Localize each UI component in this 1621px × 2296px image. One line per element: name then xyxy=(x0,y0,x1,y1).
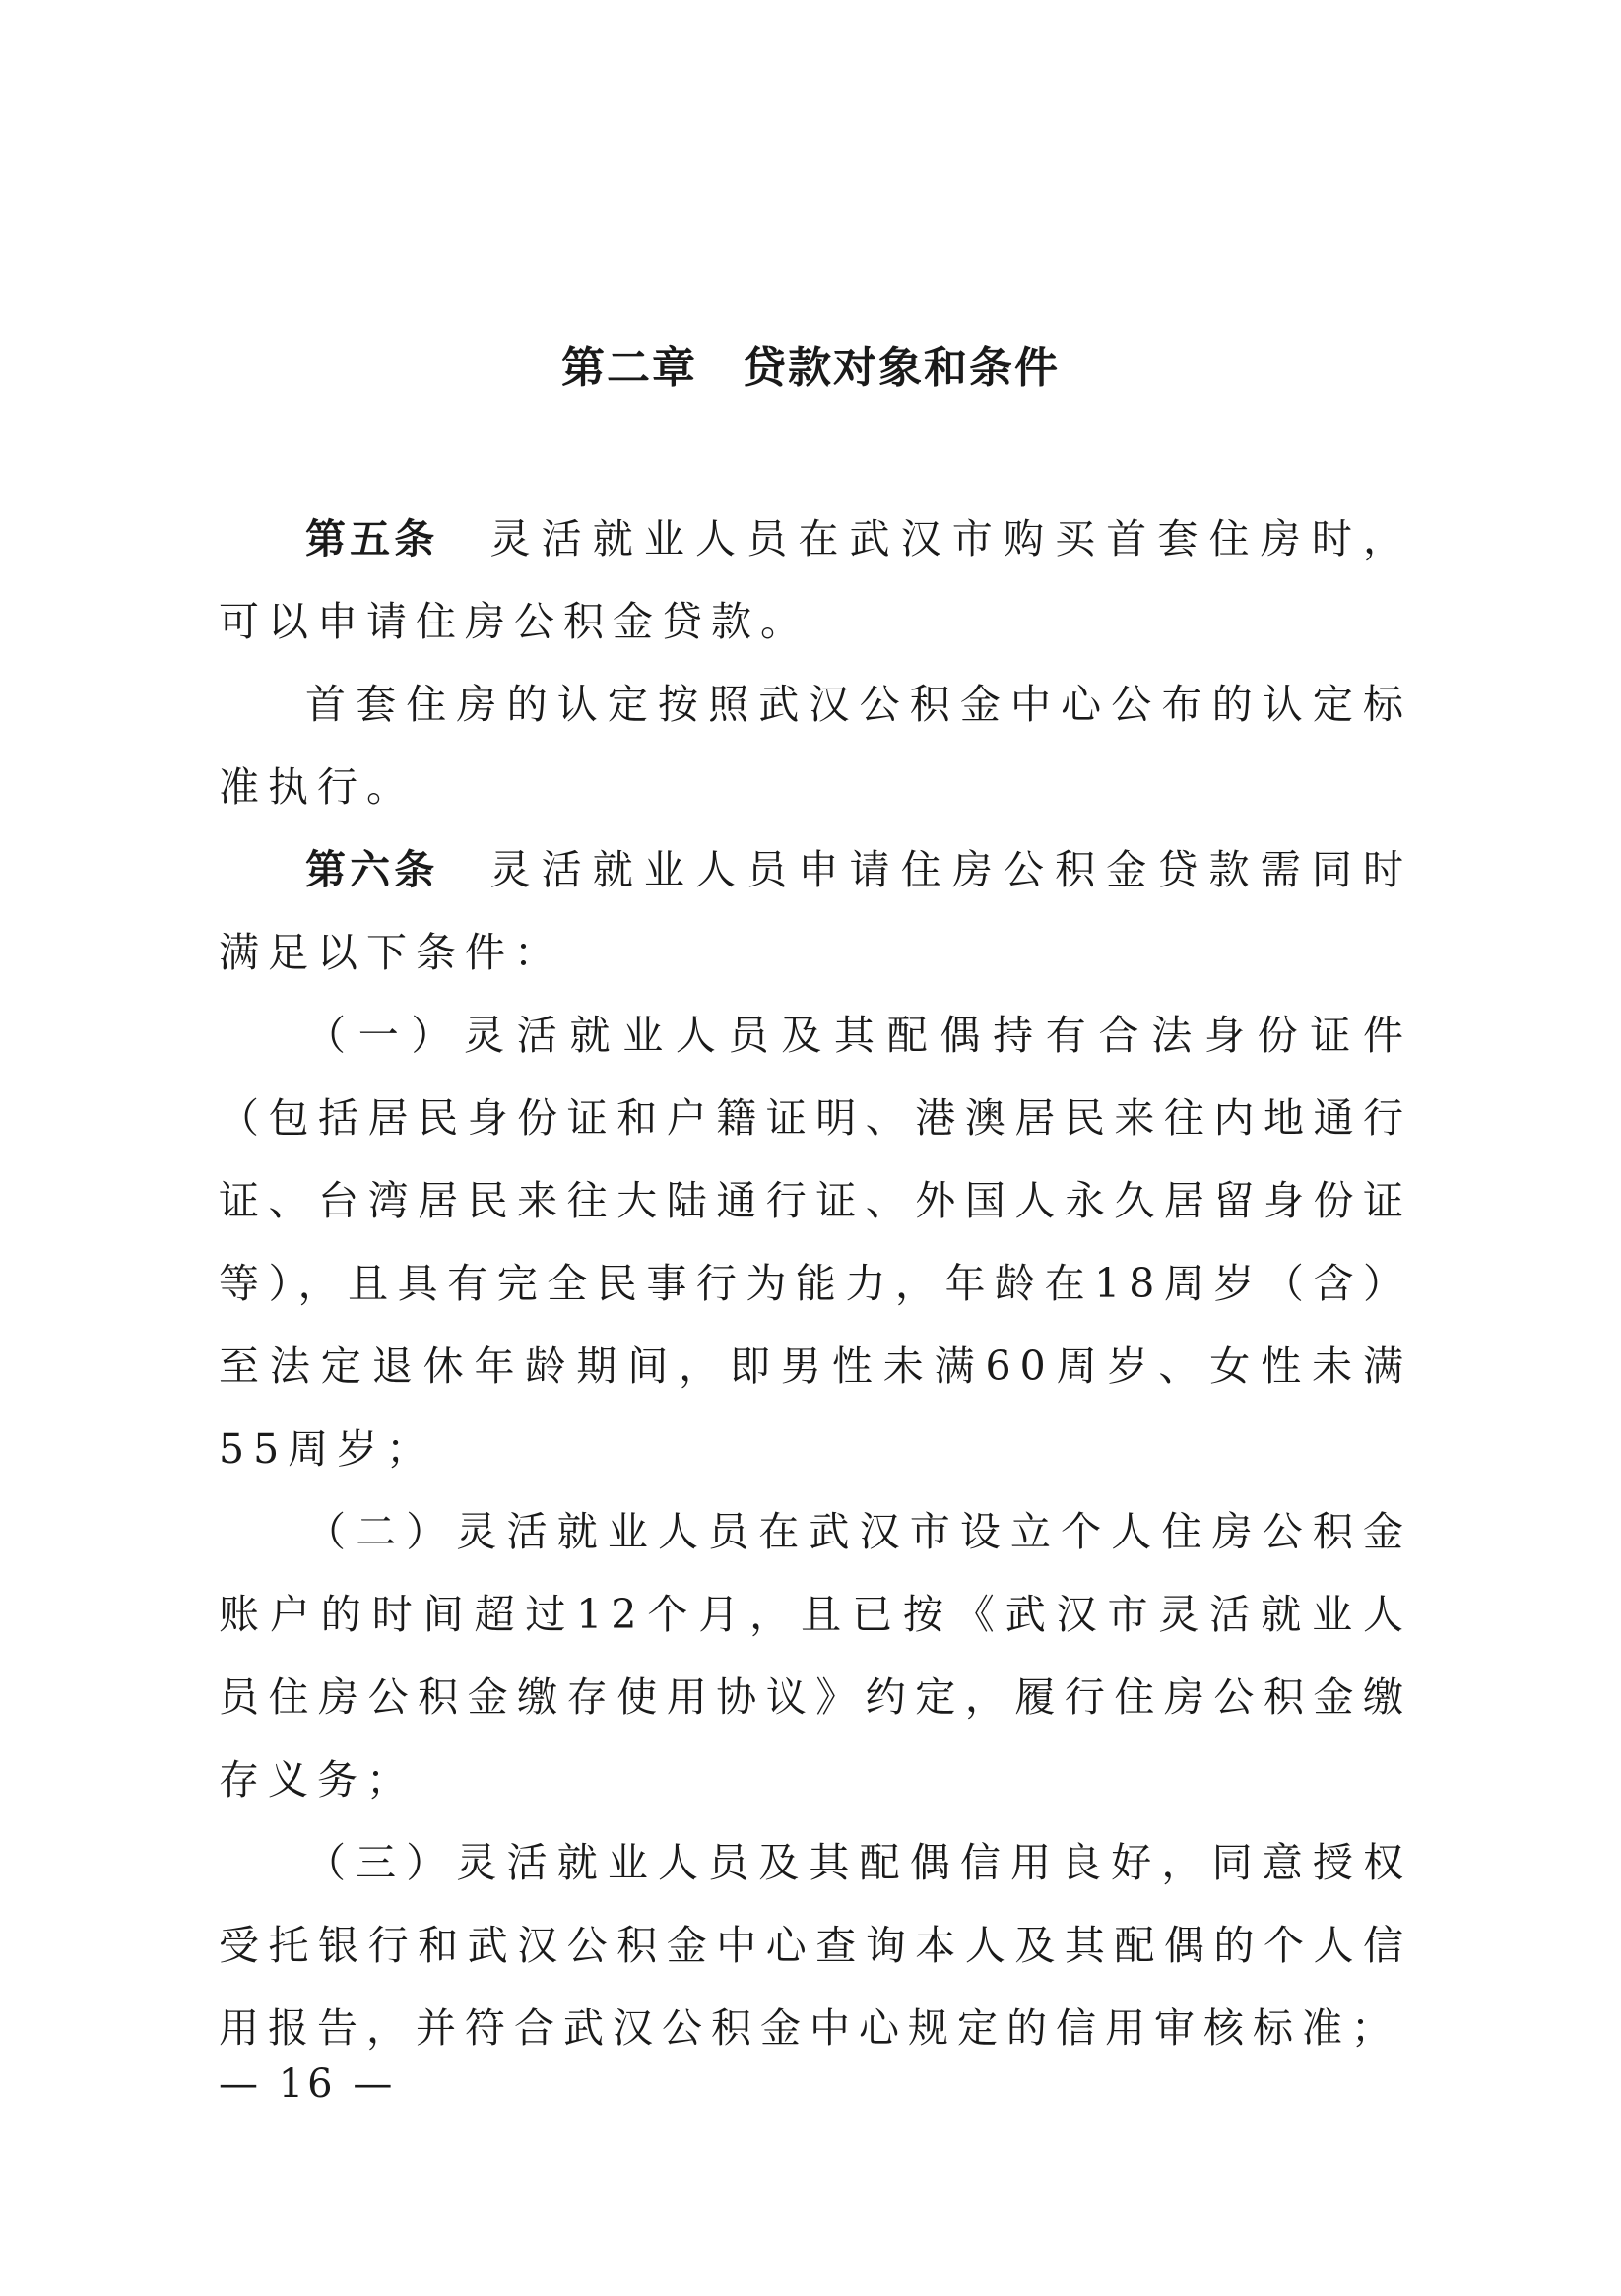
condition-item-2: （二）灵活就业人员在武汉市设立个人住房公积金账户的时间超过12个月，且已按《武汉市灵活就业人员住房公积金缴存使用协议》约定，履行住房公积金缴存义务； xyxy=(219,1508,1412,1804)
article-6-paragraph xyxy=(219,828,1412,994)
condition-item-1: （一）灵活就业人员及其配偶持有合法身份证件（包括居民身份证和户籍证明、港澳居民来往内地通行证、台湾居民来往大陆通行证、外国人永久居留身份证等），且具有完全民事行为能力，年龄在18周岁（含）至法定退休年龄期间，即男性未满60周岁、女性未满55周岁； xyxy=(219,1012,1412,1473)
article-6-label: 第六条 xyxy=(305,846,439,893)
chapter-title: 第二章 贷款对象和条件 xyxy=(561,343,1060,394)
condition-item-3: （三）灵活就业人员及其配偶信用良好，同意授权受托银行和武汉公积金中心查询本人及其配偶的个人信用报告，并符合武汉公积金中心规定的信用审核标准； xyxy=(219,1839,1412,2052)
page-number: — 16 — xyxy=(219,2062,397,2107)
article-5-paragraph-2: 首套住房的认定按照武汉公积金中心公布的认定标准执行。 xyxy=(219,681,1412,811)
article-6-text: 灵活就业人员申请住房公积金贷款需同时满足以下条件： xyxy=(219,846,1413,976)
article-5-text: 灵活就业人员在武汉市购买首套住房时，可以申请住房公积金贷款。 xyxy=(219,515,1413,645)
document-body xyxy=(219,497,1412,2069)
article-5-label: 第五条 xyxy=(305,515,439,562)
article-5-paragraph xyxy=(219,497,1412,663)
